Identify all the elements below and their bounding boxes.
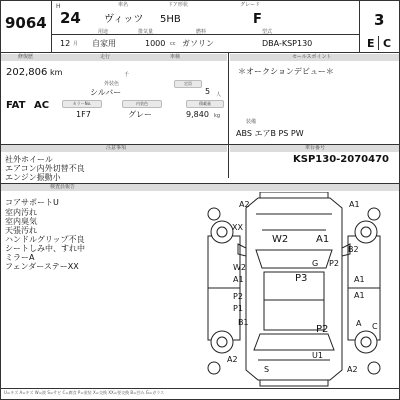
color-no-label: カラーNo. (62, 100, 102, 108)
repair-label: 修復歴 (18, 54, 34, 60)
model-code-label: 型式 (262, 29, 273, 35)
note-line-1: 社外ホイール (5, 155, 53, 164)
damage-a-right: A (356, 319, 362, 328)
inspector-label: 検査員報告 (50, 184, 76, 190)
air-conditioner: AC (34, 100, 50, 111)
inspection-label: 車検 (170, 54, 181, 60)
inspector-note: シートしみ中、すれ中 (5, 244, 85, 253)
mileage-sub: 千 (124, 72, 130, 78)
capacity-label: 定員 (174, 80, 202, 88)
equipment-text: ABS エアB PS PW (236, 129, 304, 138)
use-type: 自家用 (92, 39, 116, 48)
grade-value: F (253, 12, 262, 27)
damage-p2-right: P2 (329, 259, 339, 268)
body-color: シルバー (90, 88, 122, 97)
inspector-note: 天張汚れ (5, 226, 37, 235)
chassis-label: 車台番号 (305, 145, 326, 151)
damage-p3-center: P3 (295, 273, 308, 284)
cc-unit: cc (170, 41, 176, 47)
mileage-label: 走行 (100, 54, 111, 60)
chassis-number: KSP130-2070470 (293, 154, 390, 165)
model-name: ヴィッツ (104, 14, 144, 25)
color-label: 外装色 (104, 81, 120, 87)
sales-point-label: セールスポイント (292, 54, 332, 60)
damage-b2: B2 (348, 245, 359, 254)
damage-a1-right-top: A1 (349, 200, 360, 209)
exterior-grade: C (383, 37, 392, 50)
weight-value: 9,840 (186, 110, 209, 119)
note-line-2: エアコン内外切替不良 (5, 164, 85, 173)
inspector-note: フェンダーステーXX (5, 262, 79, 271)
inspector-note: コアサポートU (5, 198, 59, 207)
model-code: DBA-KSP130 (262, 39, 313, 48)
inspector-note: 室内臭気 (5, 217, 37, 226)
note-line-3: エンジン振動小 (5, 173, 61, 182)
interior-color-label: 内装色 (122, 100, 162, 108)
damage-w2-left: W2 (272, 234, 289, 245)
door-label: ドア形状 (168, 2, 188, 8)
damage-s: S (264, 365, 270, 374)
grade-label: グレード (240, 2, 261, 8)
era-code: H (56, 3, 61, 10)
damage-u1: U1 (312, 351, 323, 360)
damage-a1-top: A1 (316, 234, 330, 245)
damage-p2-left: P2 (233, 292, 243, 301)
damage-w2-mid: W2 (233, 263, 246, 272)
damage-a1-r2: A1 (354, 275, 365, 284)
vehicle-type-label: 車名 (118, 2, 129, 8)
inspector-note: 室内汚れ (5, 208, 37, 217)
mileage-unit: km (50, 68, 63, 77)
purpose-label: 用途 (98, 29, 109, 35)
lot-number: 9064 (5, 14, 47, 32)
load-label: 積載量 (186, 100, 224, 108)
inspector-note: ハンドルグリップ不良 (5, 235, 85, 244)
interior-grade: E (367, 37, 375, 50)
equipment-label: 装備 (246, 119, 257, 125)
damage-a2-br: A2 (347, 365, 358, 374)
color-code: 1F7 (76, 110, 91, 119)
interior-color: グレー (128, 110, 152, 119)
damage-legend: U=キズ A=キズ W=波 S=サビ C=腐食 P=塗装 X=交換 XX=要交換 B=凹み G=ガラス (4, 390, 165, 395)
month-unit: 月 (73, 41, 79, 47)
damage-a2-bottom: A2 (227, 355, 238, 364)
transmission: FAT (6, 100, 26, 111)
damage-xx: XX (232, 223, 243, 232)
fuel-value: ガソリン (182, 39, 214, 48)
weight-unit: kg (214, 113, 221, 119)
model-month: 12 (60, 39, 71, 48)
door-type: 5HB (160, 14, 181, 25)
damage-c-right: C (372, 322, 378, 331)
mileage-value: 202,806 (6, 67, 48, 78)
sales-point-text: ＊オークションデビュー＊ (238, 67, 334, 76)
fuel-label: 燃料 (196, 29, 207, 35)
inspector-note: ミラーA (5, 253, 35, 262)
notes-label: 注意事項 (106, 145, 127, 151)
damage-a1-left: A1 (233, 275, 244, 284)
model-year: 24 (60, 9, 81, 27)
seat-unit: 人 (216, 92, 222, 98)
displacement-label: 排気量 (138, 29, 154, 35)
overall-score: 3 (374, 11, 385, 29)
damage-g: G (312, 259, 319, 268)
seat-count: 5 (205, 87, 211, 96)
damage-a2-top: A2 (239, 200, 250, 209)
damage-b1: B1 (238, 318, 249, 327)
damage-p2-center: P2 (316, 324, 329, 335)
damage-p1: P1 (233, 304, 243, 313)
displacement-value: 1000 (145, 39, 166, 48)
damage-a1-r3: A1 (354, 291, 365, 300)
